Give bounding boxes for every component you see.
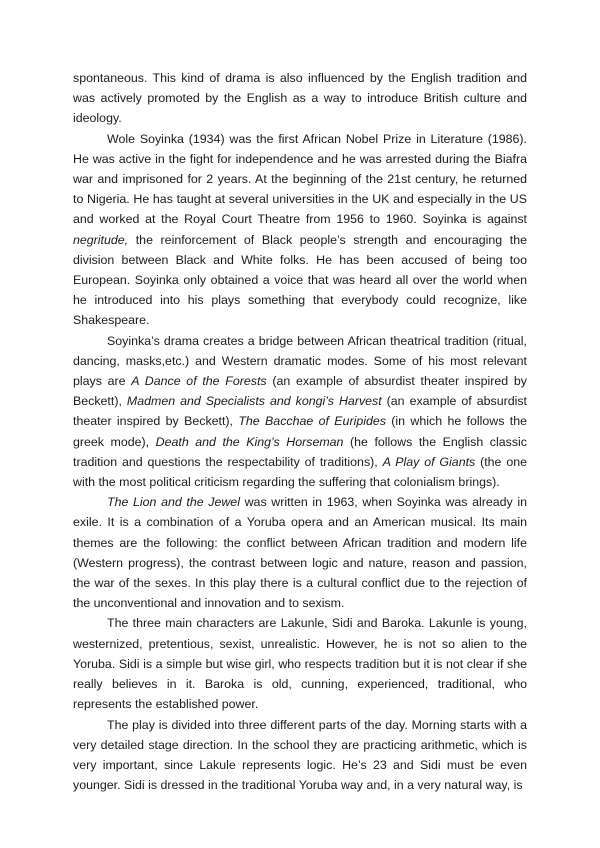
play-title: The Lion and the Jewel xyxy=(107,495,240,510)
play-title: The Bacchae of Euripides xyxy=(238,414,386,429)
paragraph-text: spontaneous. This kind of drama is also influenced by the English tradition and was actively promoted by the English as a way to introduce British culture and ideology. xyxy=(73,71,527,126)
paragraph-text: (an example of absurdist theater inspired by Beckett), xyxy=(73,374,527,409)
play-title: A Dance of the Forests xyxy=(131,374,267,389)
paragraph-0 xyxy=(73,68,527,129)
paragraph-text: (in which he follows the greek mode), xyxy=(73,414,528,449)
play-title: Death and the King’s Horseman xyxy=(155,434,344,449)
paragraph-structure xyxy=(73,715,527,796)
paragraph-soyinka-drama xyxy=(73,331,527,493)
paragraph-text: (the one with the most political criticism regarding the suffering that colonialism brings). xyxy=(73,454,527,490)
play-title: Madmen and Specialists and kongi’s Harvest xyxy=(126,394,382,409)
paragraph-text: (he follows the English classic tradition and questions the respectability of traditions), xyxy=(73,434,527,469)
italic-term: negritude, xyxy=(73,232,129,247)
paragraph-text: The play is divided into three different parts of the day. Morning starts with a very detailed stage direction. In the school they are practicing arithmetic, which is very important, since Lakule represents logic. He’s 23 and Sidi must be even younger. Sidi is dressed in the traditional Yoruba way and, in a very natural way, is xyxy=(73,717,527,793)
paragraph-lion-and-jewel xyxy=(73,492,527,613)
paragraph-text: the reinforcement of Black people’s strength and encouraging the division between Black and White folks. He has been accused of being too European. Soyinka only obtained a voice that was heard all over the world when he introduced into his plays something that everybody could recognize, like Shakespeare. xyxy=(73,232,527,328)
paragraph-text: (an example of absurdist theater inspired by Beckett), xyxy=(73,394,527,429)
paragraph-characters xyxy=(73,613,527,714)
document-page xyxy=(73,68,527,795)
paragraph-text: The three main characters are Lakunle, Sidi and Baroka. Lakunle is young, westernized, pretentious, sexist, unrealistic. However, he is not so alien to the Yoruba. Sidi is a simple but wise girl, who respects tradition but it is not clear if she really believes in it. Baroka is old, cunning, experienced, traditional, who represents the established power. xyxy=(73,616,527,712)
play-title: A Play of Giants xyxy=(382,454,476,469)
paragraph-text: was written in 1963, when Soyinka was already in exile. It is a combination of a Yoruba opera and an American musical. Its main themes are the following: the conflict between African tradition and modern life (Western progress), the contrast between logic and nature, reason and passion, the war of the sexes. In this play there is a cultural conflict due to the rejection of the unconventional and innovation and to sexism. xyxy=(73,495,527,611)
paragraph-text: Soyinka’s drama creates a bridge between African theatrical tradition (ritual, dancing, masks,etc.) and Western dramatic modes. Some of his most relevant plays are xyxy=(73,333,527,389)
paragraph-text: Wole Soyinka (1934) was the first African Nobel Prize in Literature (1986). He was active in the fight for independence and he was arrested during the Biafra war and imprisoned for 2 years. At the beginning of the 21st century, he returned to Nigeria. He has taught at several universities in the UK and especially in the US and worked at the Royal Court Theatre from 1956 to 1960. Soyinka is against xyxy=(73,131,527,227)
paragraph-soyinka-bio xyxy=(73,129,527,331)
